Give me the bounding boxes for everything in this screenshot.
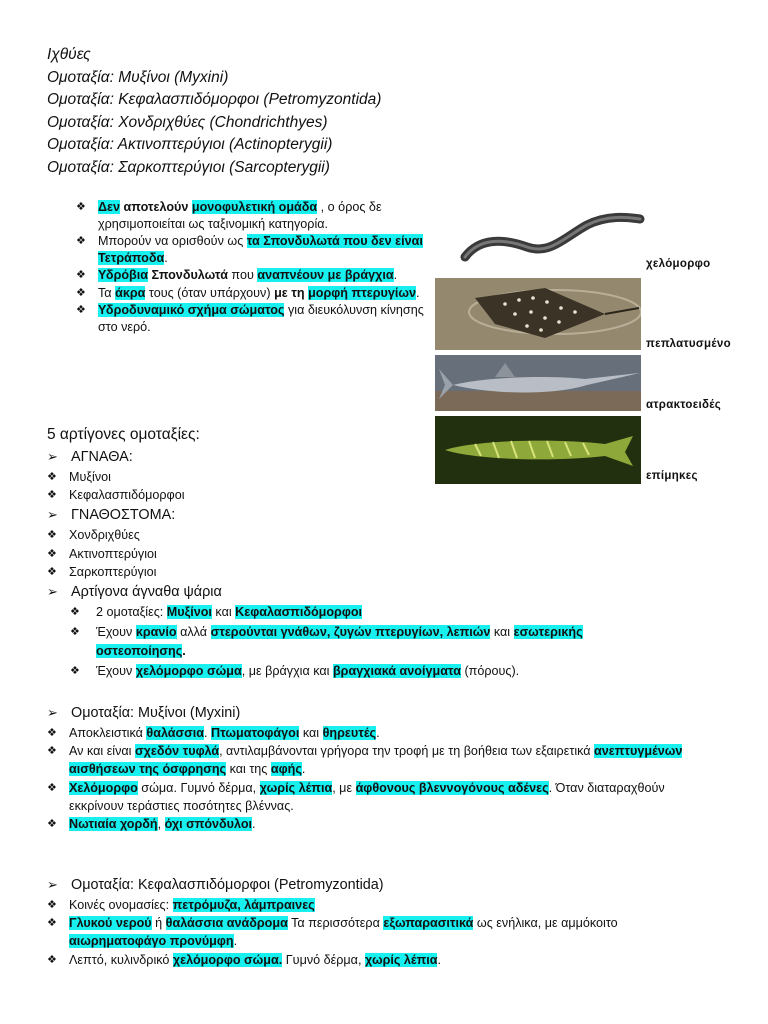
- body-text: .: [252, 817, 256, 832]
- highlight-text: Πτωματοφάγοι: [211, 726, 300, 740]
- body-text: Κοινές ονομασίες:: [69, 898, 173, 912]
- diamond-bullet-icon: ❖: [47, 529, 57, 542]
- title-line: Ομοταξία: Μυξίνοι (Myxini): [47, 68, 229, 86]
- diamond-bullet-icon: ❖: [47, 781, 57, 794]
- group-label: Αρτίγονα άγναθα ψάρια: [71, 584, 222, 601]
- body-text: Αποκλειστικά: [69, 726, 147, 740]
- highlight-text: τα Σπονδυλωτά που δεν είναι Τετράποδα: [98, 234, 423, 265]
- diamond-bullet-icon: ❖: [70, 625, 80, 638]
- diamond-bullet-icon: ❖: [47, 489, 57, 502]
- body-text: και της: [226, 762, 271, 777]
- diamond-bullet-icon: ❖: [47, 547, 57, 560]
- highlight-text: χωρίς λέπια: [364, 952, 438, 967]
- body-text: Έχουν: [96, 663, 136, 678]
- highlight-text: άφθονους βλεννογόνους αδένες: [355, 780, 549, 795]
- body-text: .: [301, 762, 306, 777]
- list-item: [76, 302, 426, 335]
- body-text: Έχουν: [96, 624, 136, 639]
- body-text: και: [490, 624, 514, 639]
- title-line: Ιχθύες: [47, 46, 91, 63]
- highlight-text: άκρα: [115, 285, 146, 300]
- class-name: Ακτινοπτερύγιοι: [69, 546, 157, 561]
- diamond-bullet-icon: ❖: [47, 953, 57, 966]
- highlight-text: χελόμορφο σώμα: [135, 663, 242, 678]
- highlight-text: Κεφαλασπιδόμορφοι: [235, 605, 363, 619]
- body-shape-label: επίμηκες: [646, 470, 698, 482]
- title-line: Ομοταξία: Κεφαλασπιδόμορφοι (Petromyzontida): [47, 91, 382, 109]
- class-name: Μυξίνοι: [69, 470, 111, 484]
- group-heading: [47, 446, 427, 468]
- body-text: που: [227, 268, 258, 282]
- highlight-text: Μυξίνοι: [166, 605, 212, 619]
- title-line: Ομοταξία: Χονδριχθύες (Chondrichthyes): [47, 113, 328, 131]
- highlight-text: εσωτερικής οστεοποίησης: [96, 624, 583, 658]
- highlight-text: πετρόμυζα, λάμπραινες: [172, 898, 315, 912]
- diamond-bullet-icon: ❖: [47, 565, 57, 578]
- list-item: [47, 468, 427, 486]
- body-text: τους (όταν υπάρχουν): [145, 285, 275, 300]
- highlight-text: ανεπτυγμένων αισθήσεων της όσφρησης: [69, 744, 683, 777]
- highlight-text: μονοφυλετική ομάδα: [191, 200, 318, 214]
- group-label: ΓΝΑΘΟΣΤΟΜΑ:: [71, 507, 176, 524]
- body-text: σώμα. Γυμνό δέρμα,: [137, 780, 260, 795]
- diamond-bullet-icon: ❖: [70, 606, 80, 618]
- highlight-text: Χελόμορφο: [69, 780, 138, 795]
- list-item: [47, 815, 687, 833]
- petromyzontida-section: [47, 874, 687, 969]
- intro-bullet-list: [76, 199, 426, 336]
- body-text: και: [299, 726, 323, 740]
- highlight-text: εξωπαρασιτικά: [383, 916, 474, 931]
- list-item: [70, 603, 640, 623]
- class-name: Σαρκοπτερύγιοι: [69, 564, 157, 579]
- section-title: Ομοταξία: Μυξίνοι (Myxini): [71, 705, 241, 721]
- highlight-text: κρανίο: [135, 624, 177, 639]
- myxini-section: [47, 702, 687, 833]
- diamond-bullet-icon: ❖: [76, 201, 86, 213]
- section-title: Ομοταξία: Κεφαλασπιδόμορφοι (Petromyzontida): [71, 877, 384, 893]
- body-text: ή: [151, 916, 166, 931]
- body-text: , με βράγχια και: [241, 663, 333, 678]
- pike-image: [435, 416, 641, 484]
- group-label: ΑΓΝΑΘΑ:: [71, 449, 133, 465]
- bold-text: με τη: [274, 285, 305, 300]
- highlight-text: θαλάσσια ανάδρομα: [165, 916, 288, 931]
- body-text: 2 ομοταξίες:: [96, 605, 167, 619]
- body-text: .: [233, 934, 238, 949]
- diamond-bullet-icon: ❖: [76, 235, 86, 247]
- body-text: , αντιλαμβάνονται γρήγορα την τροφή με τη βοήθεια των εξαιρετικά: [219, 744, 595, 759]
- list-item: [47, 526, 427, 544]
- list-item: [76, 199, 426, 232]
- highlight-text: θηρευτές: [322, 726, 377, 740]
- highlight-text: χελόμορφο σώμα.: [172, 952, 283, 967]
- diamond-bullet-icon: ❖: [70, 664, 80, 677]
- highlight-text: χωρίς λέπια: [259, 780, 333, 795]
- highlight-text: βραγχιακά ανοίγματα: [332, 663, 461, 678]
- body-text: .: [376, 726, 380, 740]
- diamond-bullet-icon: ❖: [47, 745, 57, 758]
- body-shape-label: ατρακτοειδές: [646, 399, 722, 411]
- body-text: αλλά: [176, 624, 211, 639]
- list-item: [47, 563, 427, 581]
- list-item: [47, 914, 687, 950]
- highlight-text: στερούνται γνάθων, ζυγών πτερυγίων, λεπιών: [210, 624, 491, 639]
- body-text: και: [211, 605, 236, 619]
- list-item: [70, 623, 640, 662]
- highlight-text: Υδροδυναμικό σχήμα σώματος: [98, 303, 285, 317]
- body-shape-label: χελόμορφο: [646, 258, 711, 270]
- class-name: Κεφαλασπιδόμορφοι: [69, 488, 185, 503]
- body-text: Γυμνό δέρμα,: [282, 952, 365, 967]
- list-item: [47, 742, 687, 778]
- diamond-bullet-icon: ❖: [47, 471, 57, 483]
- section-heading: [47, 874, 687, 896]
- highlight-text: θαλάσσια: [146, 726, 205, 740]
- body-text: ως ενήλικα, με αμμόκοιτο: [473, 916, 618, 931]
- highlight-text: Γλυκού νερού: [69, 916, 152, 931]
- diamond-bullet-icon: ❖: [47, 917, 57, 930]
- list-item: [70, 662, 640, 682]
- section-heading: [47, 702, 687, 724]
- body-text: .: [164, 250, 168, 265]
- body-text: , με: [332, 780, 356, 795]
- list-item: [47, 545, 427, 563]
- highlight-text: αιωρηματοφάγο προνύμφη: [69, 934, 234, 949]
- diamond-bullet-icon: ❖: [76, 269, 86, 281]
- body-text: Μπορούν να ορισθούν ως: [98, 234, 247, 248]
- bold-text: Σπονδυλωτά: [147, 268, 228, 282]
- highlight-text: όχι σπόνδυλοι: [164, 817, 253, 832]
- bold-text: αποτελούν: [120, 200, 192, 214]
- arrow-bullet-icon: ➢: [47, 507, 58, 523]
- highlight-text: αφής: [270, 762, 302, 777]
- body-text: (πόρους).: [460, 663, 520, 678]
- highlight-text: σχεδόν τυφλά: [134, 744, 220, 759]
- body-text: Τα περισσότερα: [287, 916, 384, 931]
- highlight-text: Υδρόβια: [98, 268, 148, 282]
- body-text: ,: [157, 817, 165, 832]
- body-text: Αν και είναι: [69, 744, 135, 759]
- diamond-bullet-icon: ❖: [47, 818, 57, 831]
- body-text: .: [437, 952, 441, 967]
- ray-image: [435, 278, 641, 350]
- body-shape-label: πεπλατυσμένο: [646, 338, 731, 350]
- list-item: [47, 486, 427, 504]
- jawless-details: [70, 603, 640, 681]
- body-text: . Όταν διαταραχθούν εκκρίνουν τεράστιες ποσότητες βλέννας.: [69, 780, 665, 813]
- arrow-bullet-icon: ➢: [47, 584, 58, 600]
- arrow-bullet-icon: ➢: [47, 705, 58, 720]
- list-item: [47, 724, 687, 742]
- body-text: .: [415, 285, 420, 300]
- highlight-text: μορφή πτερυγίων: [308, 285, 416, 300]
- title-line: Ομοταξία: Ακτινοπτερύγιοι (Actinopterygii): [47, 136, 333, 154]
- highlight-text: Νωτιαία χορδή: [69, 817, 158, 832]
- bold-text: .: [182, 644, 186, 658]
- group-heading: [47, 504, 427, 526]
- title-line: Ομοταξία: Σαρκοπτερύγιοι (Sarcopterygii): [47, 158, 330, 176]
- body-text: για διευκόλυνση κίνησης στο νερό.: [98, 303, 424, 334]
- class-name: Χονδριχθύες: [69, 528, 140, 543]
- diamond-bullet-icon: ❖: [47, 727, 57, 739]
- eel-image: [435, 197, 645, 273]
- list-item: [76, 233, 426, 266]
- list-item: [47, 779, 687, 815]
- arrow-bullet-icon: ➢: [47, 449, 58, 464]
- body-text: Λεπτό, κυλινδρικό: [69, 952, 173, 967]
- body-text: .: [204, 726, 212, 740]
- body-text: , ο όρος δε χρησιμοποιείται ως ταξινομική κατηγορία.: [98, 200, 382, 231]
- diamond-bullet-icon: ❖: [76, 304, 86, 316]
- section-heading: 5 αρτίγονες ομοταξίες:: [47, 426, 200, 443]
- diamond-bullet-icon: ❖: [76, 286, 86, 299]
- body-text: .: [393, 268, 398, 282]
- highlight-text: Δεν: [98, 200, 121, 214]
- list-item: [76, 285, 426, 302]
- swordfish-image: [435, 355, 641, 411]
- body-text: Τα: [98, 285, 116, 300]
- list-item: [47, 951, 687, 969]
- highlight-text: αναπνέουν με βράγχια: [257, 268, 394, 282]
- document-title-block: [47, 44, 547, 180]
- arrow-bullet-icon: ➢: [47, 877, 58, 892]
- classes-section: [47, 424, 427, 603]
- list-item: [76, 267, 426, 284]
- diamond-bullet-icon: ❖: [47, 899, 57, 911]
- list-item: [47, 896, 687, 914]
- group-heading: [47, 581, 427, 603]
